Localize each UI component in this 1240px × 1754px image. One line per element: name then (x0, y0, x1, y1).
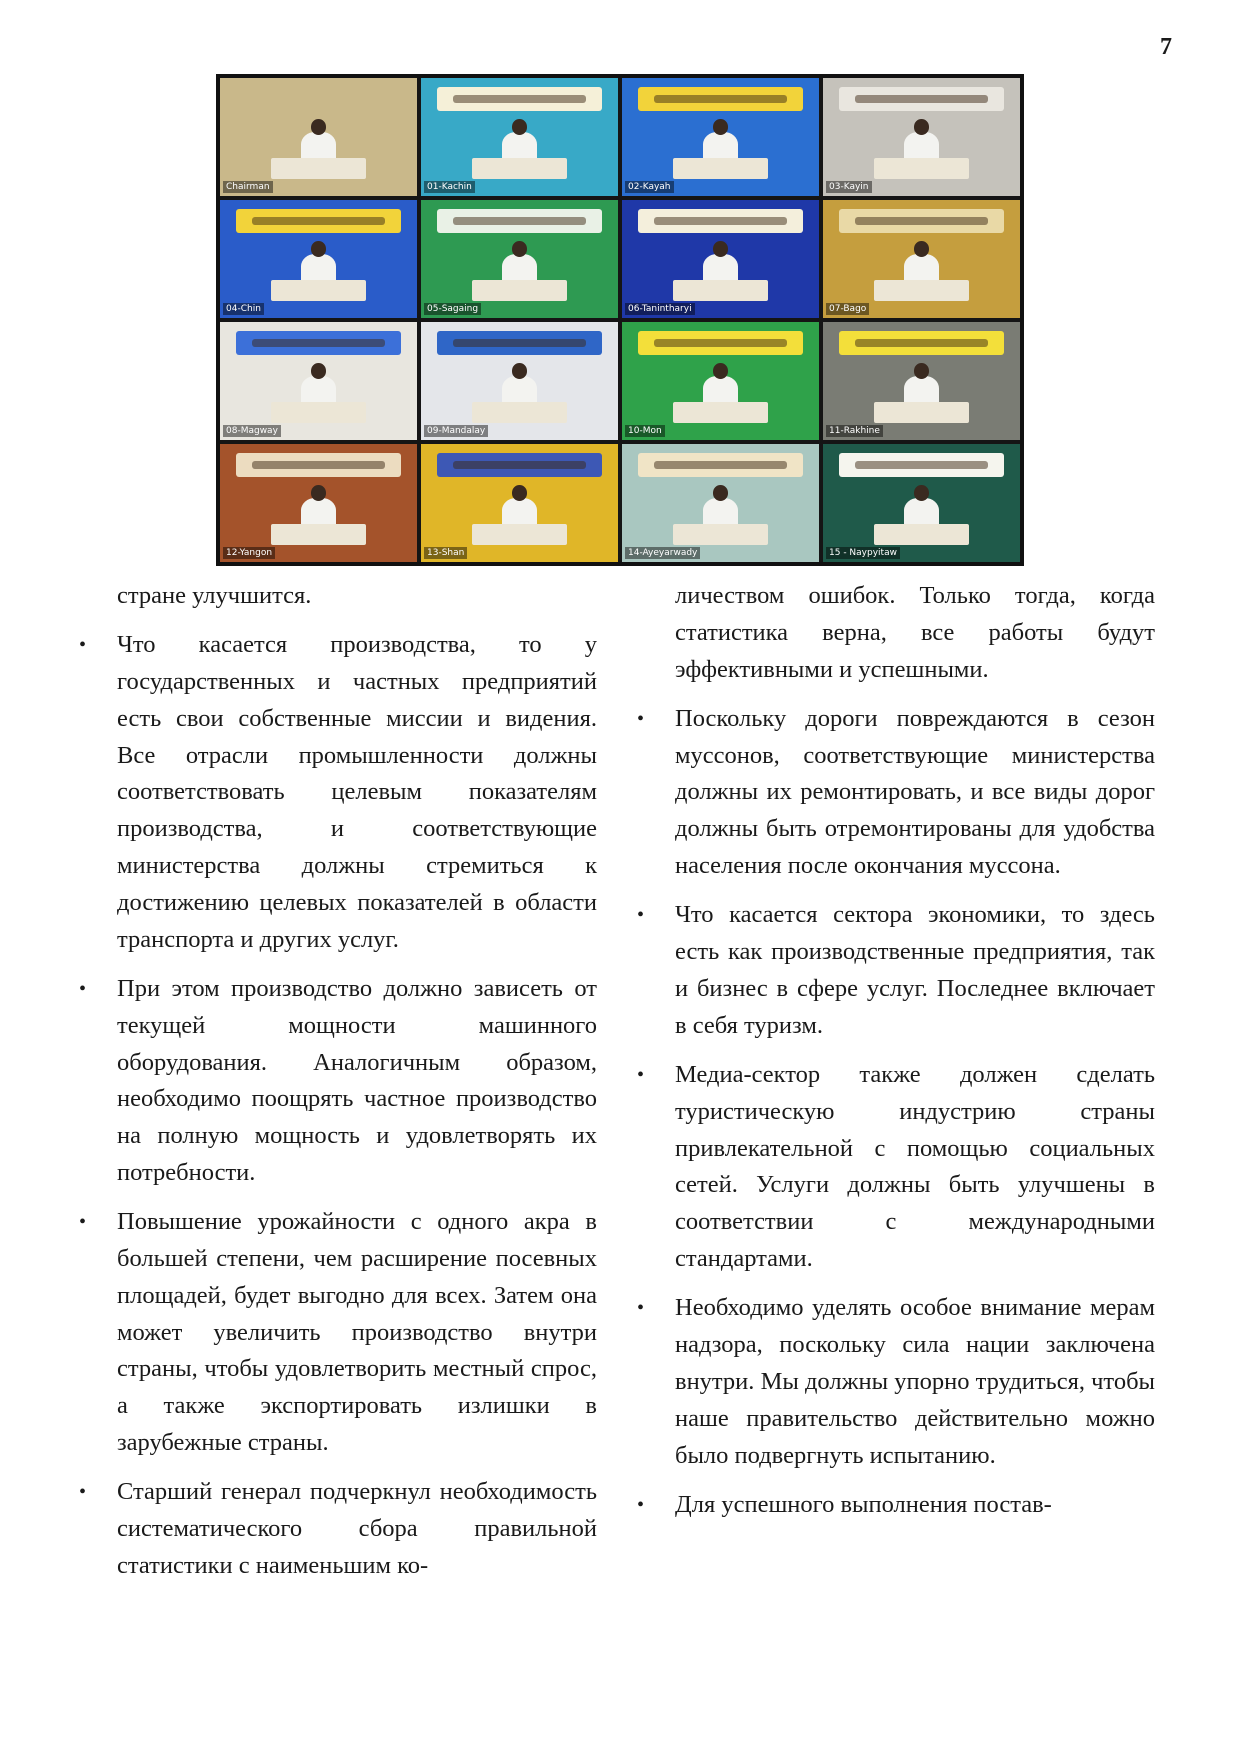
conference-tile (622, 444, 819, 562)
tile-banner (236, 331, 402, 355)
right-continuation-text: личеством ошибок. Только тогда, когда статистика верна, все работы будут эффективными и успешными. (675, 582, 1155, 683)
left-column (79, 578, 597, 1597)
tile-banner (839, 209, 1005, 233)
desk (874, 524, 969, 545)
tile-label: 11-Rakhine (826, 425, 883, 437)
tile-label: 01-Kachin (424, 181, 475, 193)
conference-tile (421, 444, 618, 562)
desk (472, 524, 567, 545)
desk (472, 280, 567, 301)
desk (874, 402, 969, 423)
desk (673, 402, 768, 423)
conference-tile (421, 200, 618, 318)
left-continuation-text: стране улучшится. (117, 582, 312, 609)
conference-tile (823, 444, 1020, 562)
list-item: • Повышение урожайности с одного акра в большей степени, чем расширение посевных площадей, будет выгодно для всех. Затем она может увеличить производство внутри страны, чтобы удовлетворить местный спрос, а также экспортировать излишки в зарубежные страны. (117, 1204, 597, 1462)
tile-banner (437, 209, 603, 233)
desk (874, 280, 969, 301)
tile-banner (236, 453, 402, 477)
bullet-icon: • (637, 1297, 645, 1320)
bullet-icon: • (637, 904, 645, 927)
desk (673, 158, 768, 179)
tile-banner (638, 331, 804, 355)
conference-tile (220, 444, 417, 562)
tile-banner (638, 209, 804, 233)
tile-label: 12-Yangon (223, 547, 275, 559)
conference-tile (421, 322, 618, 440)
tile-banner (437, 453, 603, 477)
list-item: • Медиа-сектор также должен сделать туристическую индустрию страны привлекательной с помощью социальных сетей. Услуги должны быть улучшены в соответствии с международными стандартами. (675, 1057, 1155, 1278)
desk (874, 158, 969, 179)
tile-label: 08-Magway (223, 425, 281, 437)
tile-label: 15 - Naypyitaw (826, 547, 900, 559)
right-column (637, 578, 1155, 1536)
conference-tile (823, 200, 1020, 318)
conference-tile (823, 322, 1020, 440)
tile-label: Chairman (223, 181, 273, 193)
desk (271, 402, 366, 423)
desk (472, 158, 567, 179)
desk (673, 280, 768, 301)
page-number: 7 (1160, 34, 1172, 60)
tile-label: 06-Tanintharyi (625, 303, 695, 315)
desk (271, 158, 366, 179)
bullet-icon: • (79, 1481, 87, 1504)
tile-banner (638, 87, 804, 111)
tile-banner (839, 453, 1005, 477)
desk (271, 524, 366, 545)
tile-banner (437, 87, 603, 111)
list-item: • Что касается производства, то у государственных и частных предприятий есть свои собственные миссии и видения. Все отрасли промышленности должны соответствовать целевым показателям производства, и соответствующие министерства должны стремиться к достижению целевых показателей в области транспорта и других услуг. (117, 627, 597, 958)
tile-label: 05-Sagaing (424, 303, 481, 315)
tile-label: 02-Kayah (625, 181, 674, 193)
bullet-icon: • (637, 1064, 645, 1087)
bullet-icon: • (637, 1493, 645, 1516)
conference-tile (220, 200, 417, 318)
tile-label: 09-Mandalay (424, 425, 488, 437)
tile-label: 13-Shan (424, 547, 467, 559)
left-bullet-list (79, 627, 597, 1584)
bullet-icon: • (79, 634, 87, 657)
list-item: • Что касается сектора экономики, то здесь есть как производственные предприятия, так и бизнес в сфере услуг. Последнее включает в себя туризм. (675, 897, 1155, 1044)
conference-tile (622, 78, 819, 196)
video-conference-photo (216, 74, 1024, 566)
tile-label: 07-Bago (826, 303, 869, 315)
desk (472, 402, 567, 423)
list-item: • Поскольку дороги повреждаются в сезон муссонов, соответствующие министерства должны их ремонтировать, и все виды дорог должны быть отремонтированы для удобства населения после окончания муссона. (675, 701, 1155, 885)
conference-tile (622, 200, 819, 318)
tile-banner (638, 453, 804, 477)
tile-label: 14-Ayeyarwady (625, 547, 700, 559)
bullet-icon: • (79, 1211, 87, 1234)
conference-tile (823, 78, 1020, 196)
list-item: • Для успешного выполнения постав- (675, 1487, 1155, 1524)
tile-banner (839, 87, 1005, 111)
tile-banner (437, 331, 603, 355)
list-item: • Необходимо уделять особое внимание мерам надзора, поскольку сила нации заключена внутри. Мы должны упорно трудиться, чтобы наше правительство действительно можно было подвергнуть испытанию. (675, 1290, 1155, 1474)
desk (271, 280, 366, 301)
tile-banner (236, 209, 402, 233)
desk (673, 524, 768, 545)
tile-banner (839, 331, 1005, 355)
tile-label: 04-Chin (223, 303, 264, 315)
list-item: • При этом производство должно зависеть от текущей мощности машинного оборудования. Аналогичным образом, необходимо поощрять частное производство на полную мощность и удовлетворять их потребности. (117, 971, 597, 1192)
conference-tile (220, 78, 417, 196)
conference-tile (220, 322, 417, 440)
tile-label: 10-Mon (625, 425, 665, 437)
bullet-icon: • (79, 977, 87, 1000)
tile-label: 03-Kayin (826, 181, 872, 193)
bullet-icon: • (637, 707, 645, 730)
conference-tile (421, 78, 618, 196)
right-bullet-list (637, 701, 1155, 1524)
conference-tile (622, 322, 819, 440)
list-item: • Старший генерал подчеркнул необходимость систематического сбора правильной статистики с наименьшим ко- (117, 1474, 597, 1584)
